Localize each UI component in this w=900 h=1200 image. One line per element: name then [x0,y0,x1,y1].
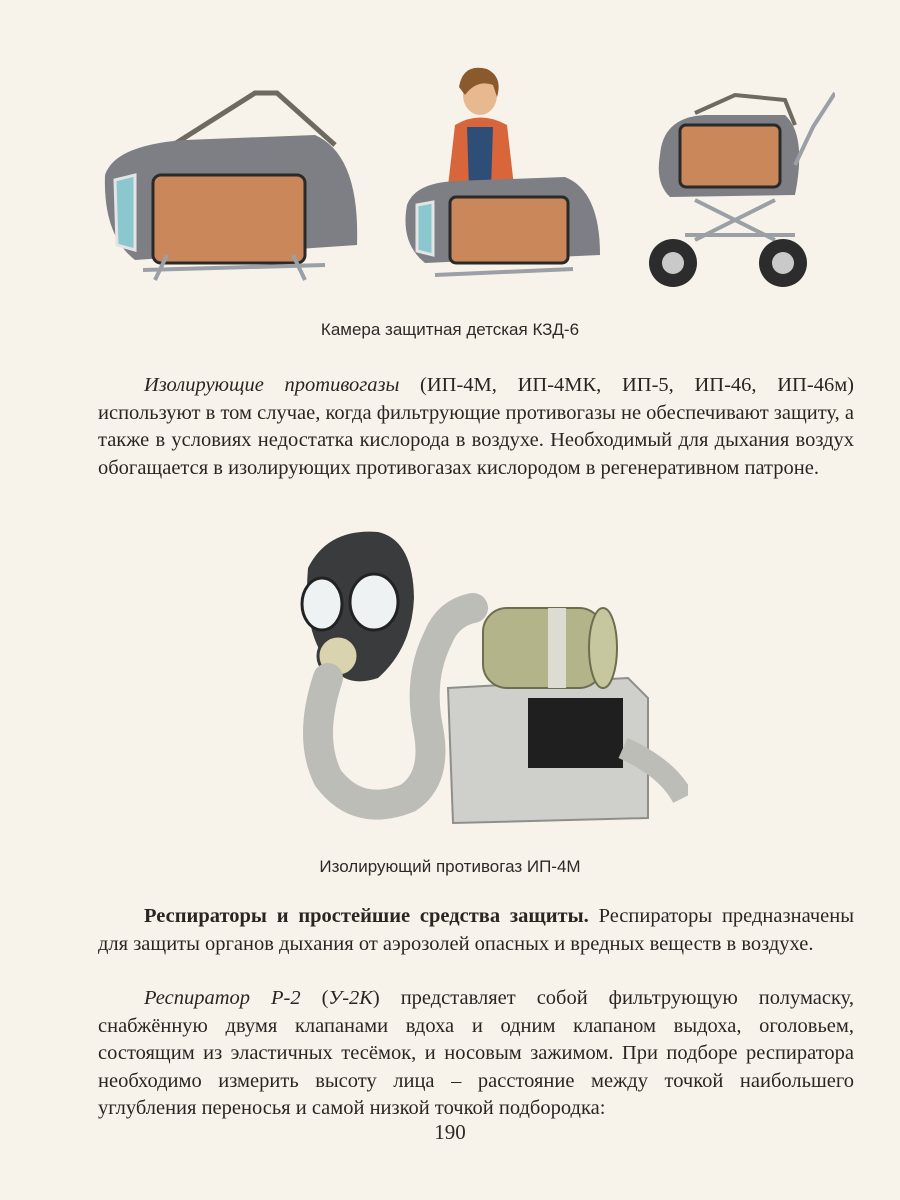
gas-mask-bag [448,678,683,823]
page-number: 190 [434,1120,466,1144]
paragraph-respirators [98,903,854,958]
gas-mask-face [302,532,414,682]
paragraph-text: ) представляет собой фильтрующую полумаску, снабжённую двумя клапанами вдоха и одним клапаном выдоха, оголовьем, состоящим из эластичных тесёмок, и носовым зажимом. При подборе респиратора необходимо измерить высоту лица – расстояние между точкой наибольшего углубления переносья и самой низкой точкой подбородка: [98,987,854,1119]
ip4m-illustration [288,528,688,848]
ip4m-caption: Изолирующий противогаз ИП-4М [319,857,581,876]
term-respirator-r2: Респиратор Р-2 [144,987,301,1009]
term-respirators: Респираторы и простейшие средства защиты. [144,905,589,927]
kzd6-illustration [95,65,835,305]
kzd6-stroller-view [649,93,835,287]
paragraph-text: Респираторы предназначены для защиты органов дыхания от аэрозолей опасных и вредных веществ в воздухе. [98,905,854,955]
paragraph-respirator-r2 [98,985,854,1123]
kzd6-caption: Камера защитная детская КЗД-6 [320,320,580,339]
term-isolating-gas-masks: Изолирующие противогазы [144,374,400,396]
kzd6-carried-view [405,68,600,275]
paragraph-text: ( [300,987,329,1009]
paragraph-isolating-gas-masks [98,372,854,482]
regenerative-cartridge [483,608,617,688]
paragraph-text: (ИП-4М, ИП-4МК, ИП-5, ИП-46, ИП-46м) используют в том случае, когда фильтрующие противогазы не обеспечивают защиту, а также в условиях недостатка кислорода в воздухе. Необходимый для дыхания воздух обогащается в изолирующих противогазах кислородом в регенеративном патроне. [98,374,854,479]
term-u2k: У-2К [328,987,373,1009]
kzd6-standalone-view [105,93,357,280]
